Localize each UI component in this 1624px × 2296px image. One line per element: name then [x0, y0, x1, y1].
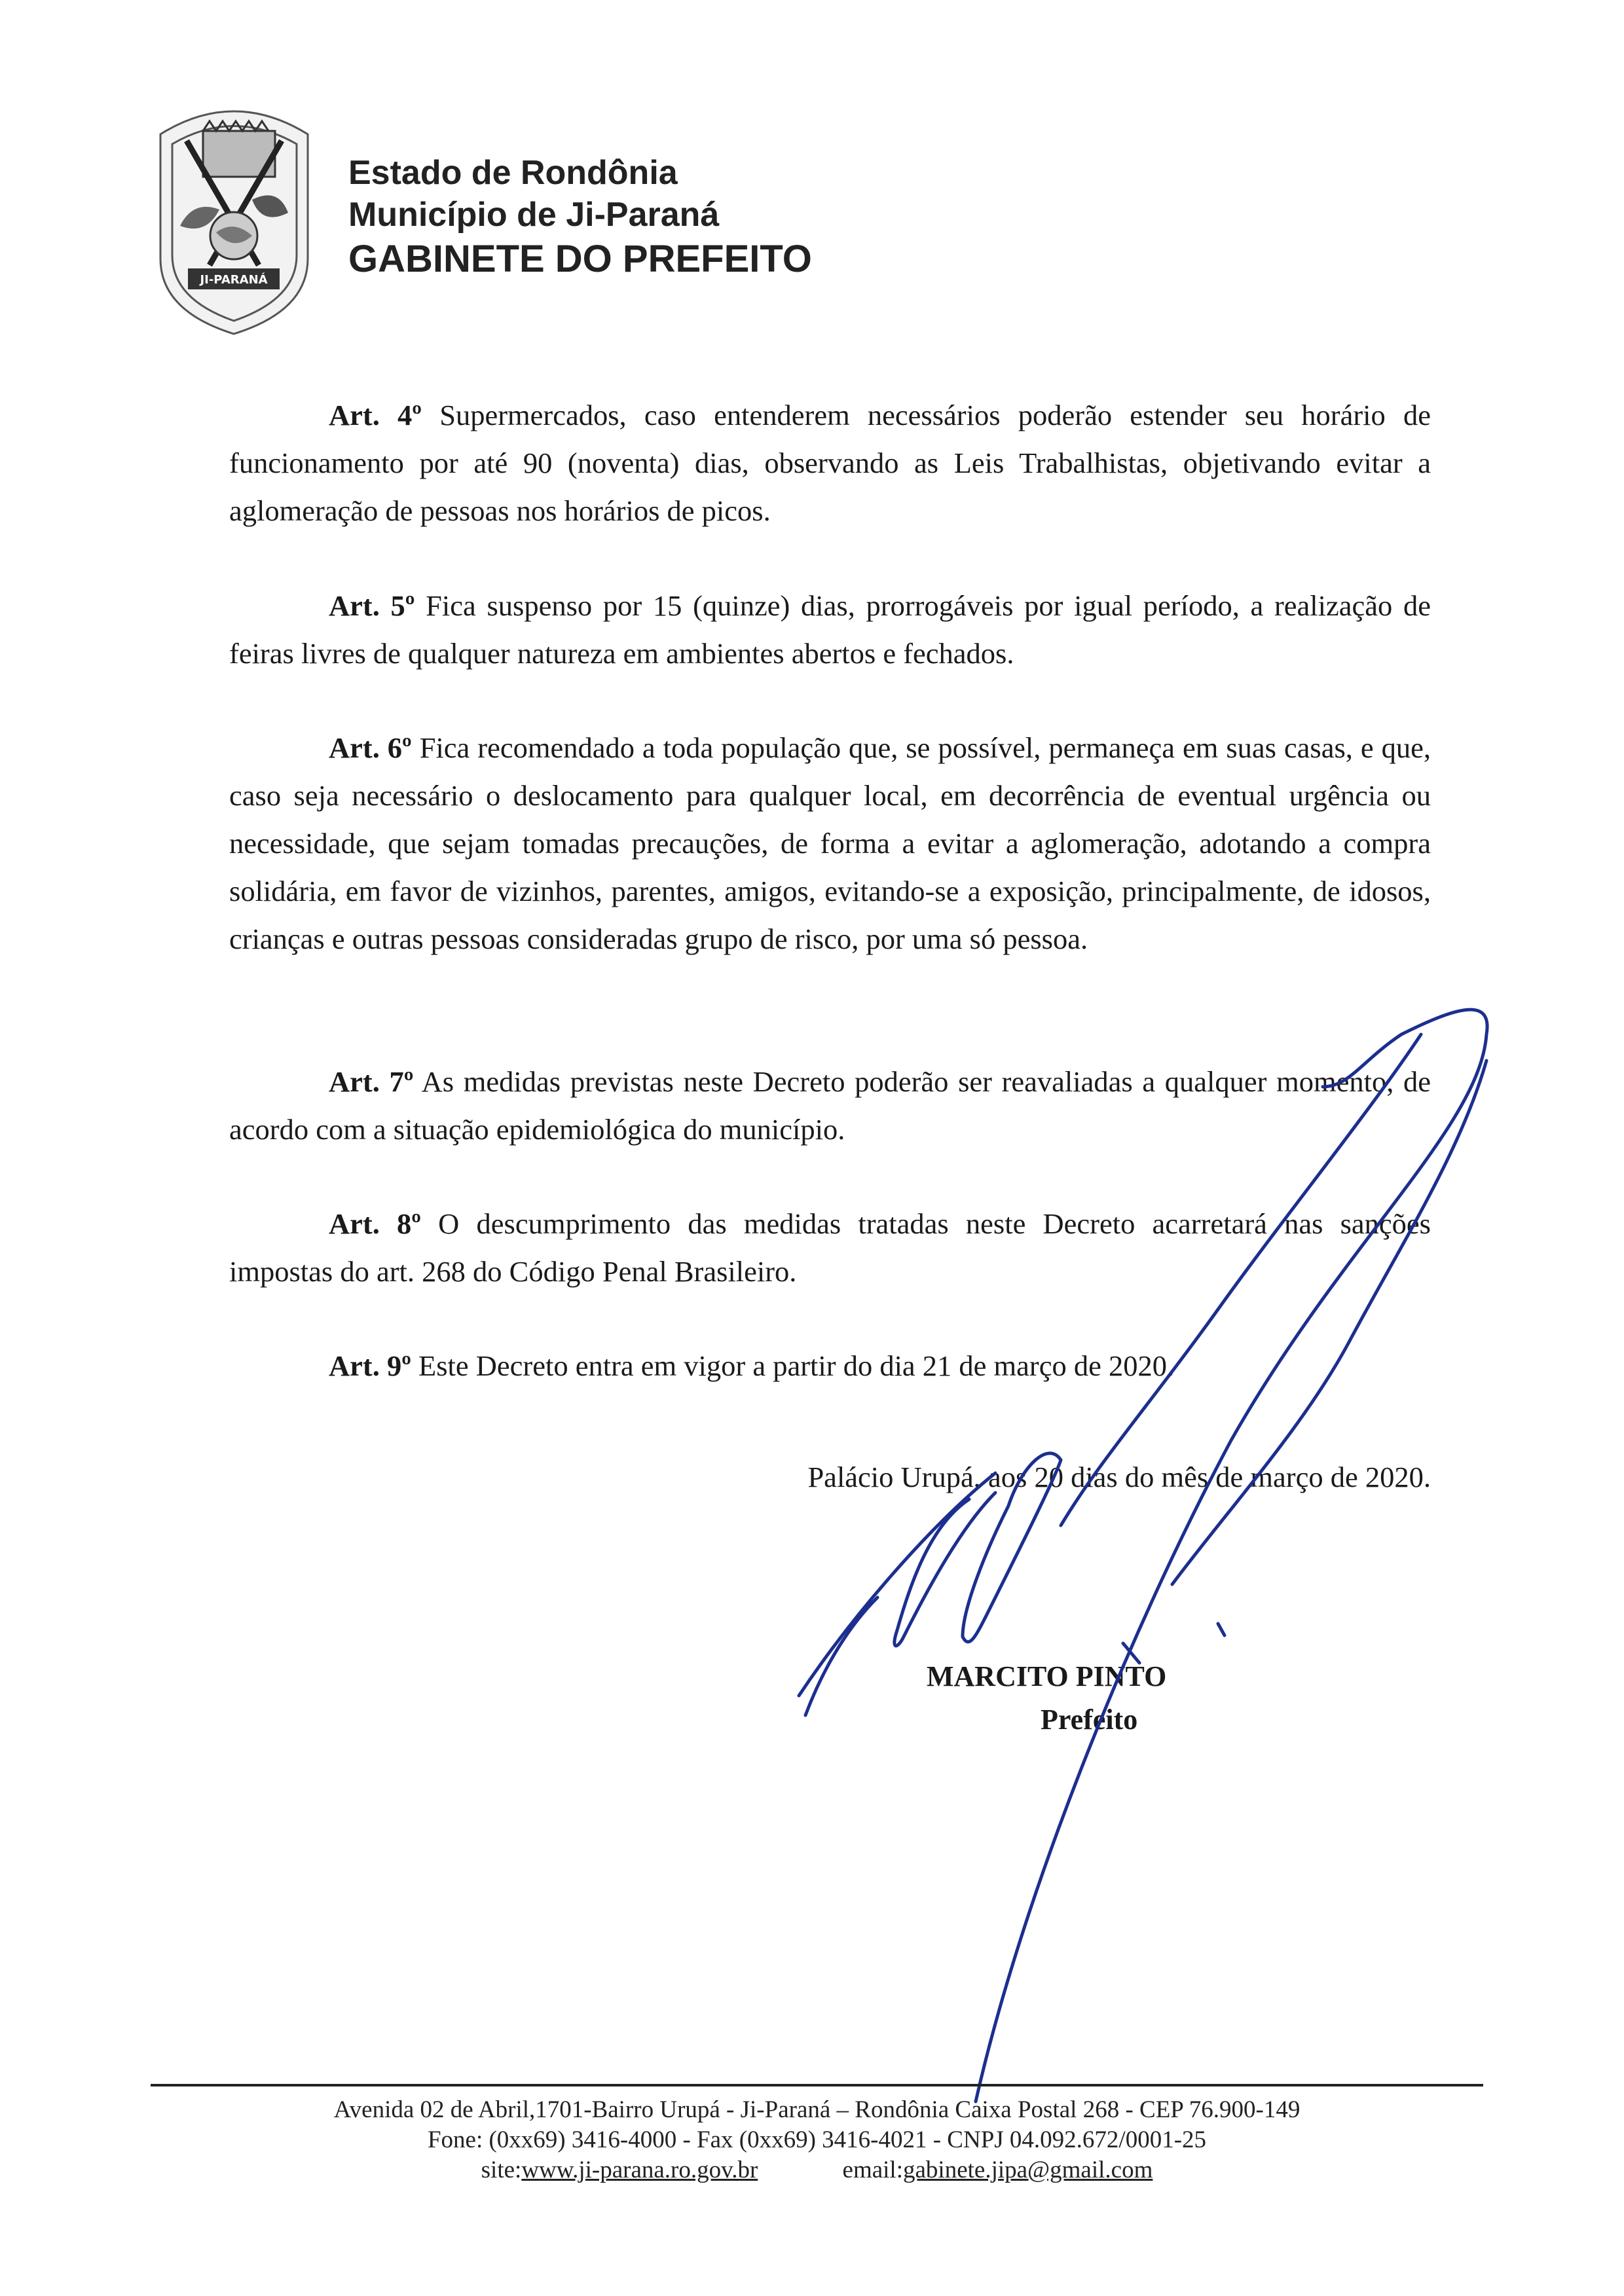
office-name: GABINETE DO PREFEITO — [348, 238, 812, 280]
footer-divider — [151, 2084, 1483, 2086]
article-text: Supermercados, caso entenderem necessários poderão estender seu horário de funcionamento por até 90 (noventa) dias, observando as Leis Trabalhistas, objetivando evitar a aglomeração de pessoas nos horários de picos. — [229, 399, 1431, 527]
signer-role: Prefeito — [1041, 1704, 1138, 1736]
article-label: Art. 9º — [329, 1349, 411, 1382]
article-text: Fica suspenso por 15 (quinze) dias, prorrogáveis por igual período, a realização de feiras livres de qualquer natureza em ambientes abertos e fechados. — [229, 589, 1431, 670]
crest-banner-text: JI-PARANÁ — [200, 273, 268, 287]
site-link[interactable]: www.ji-parana.ro.gov.br — [521, 2157, 758, 2183]
article-text: O descumprimento das medidas tratadas neste Decreto acarretará nas sanções impostas do art. 268 do Código Penal Brasileiro. — [229, 1207, 1431, 1288]
article-text: Fica recomendado a toda população que, se possível, permaneça em suas casas, e que, caso seja necessário o deslocamento para qualquer local, em decorrência de eventual urgência ou necessidade, que sejam tomadas precauções, de forma a evitar a aglomeração, adotando a compra solidária, em favor de vizinhos, parentes, amigos, evitando-se a exposição, principalmente, de idosos, crianças e outras pessoas consideradas grupo de risco, por uma só pessoa. — [229, 731, 1431, 955]
site-label: site: — [481, 2157, 522, 2183]
footer — [151, 2095, 1483, 2185]
footer-contacts — [151, 2155, 1483, 2185]
signer-block — [927, 1655, 1166, 1741]
email-link[interactable]: gabinete.jipa@gmail.com — [903, 2157, 1153, 2183]
municipality-name: Município de Ji-Paraná — [348, 196, 720, 234]
article-6 — [229, 724, 1431, 963]
article-label: Art. 6º — [329, 731, 412, 764]
state-name: Estado de Rondônia — [348, 154, 678, 192]
article-label: Art. 7º — [329, 1065, 414, 1098]
article-label: Art. 5º — [329, 589, 415, 622]
article-label: Art. 4º — [329, 399, 422, 431]
letterhead — [348, 152, 812, 283]
place-and-date: Palácio Urupá, aos 20 dias do mês de março de 2020. — [807, 1461, 1431, 1493]
footer-address: Avenida 02 de Abril,1701-Bairro Urupá - Ji-Paraná – Rondônia Caixa Postal 268 - CEP 76.900-149 — [333, 2096, 1301, 2123]
article-9 — [229, 1342, 1431, 1390]
signer-name: MARCITO PINTO — [927, 1660, 1167, 1692]
email-label: email: — [842, 2157, 903, 2183]
article-4 — [229, 392, 1431, 535]
article-5 — [229, 582, 1431, 678]
article-label: Art. 8º — [329, 1207, 421, 1240]
article-8 — [229, 1200, 1431, 1296]
article-text: Este Decreto entra em vigor a partir do dia 21 de março de 2020. — [411, 1349, 1175, 1382]
article-text: As medidas previstas neste Decreto poderão ser reavaliadas a qualquer momento, de acordo com a situação epidemiológica do município. — [229, 1065, 1431, 1146]
article-7 — [229, 1058, 1431, 1154]
coat-of-arms-icon — [147, 95, 321, 337]
footer-phones: Fone: (0xx69) 3416-4000 - Fax (0xx69) 3416-4021 - CNPJ 04.092.672/0001-25 — [427, 2126, 1207, 2153]
